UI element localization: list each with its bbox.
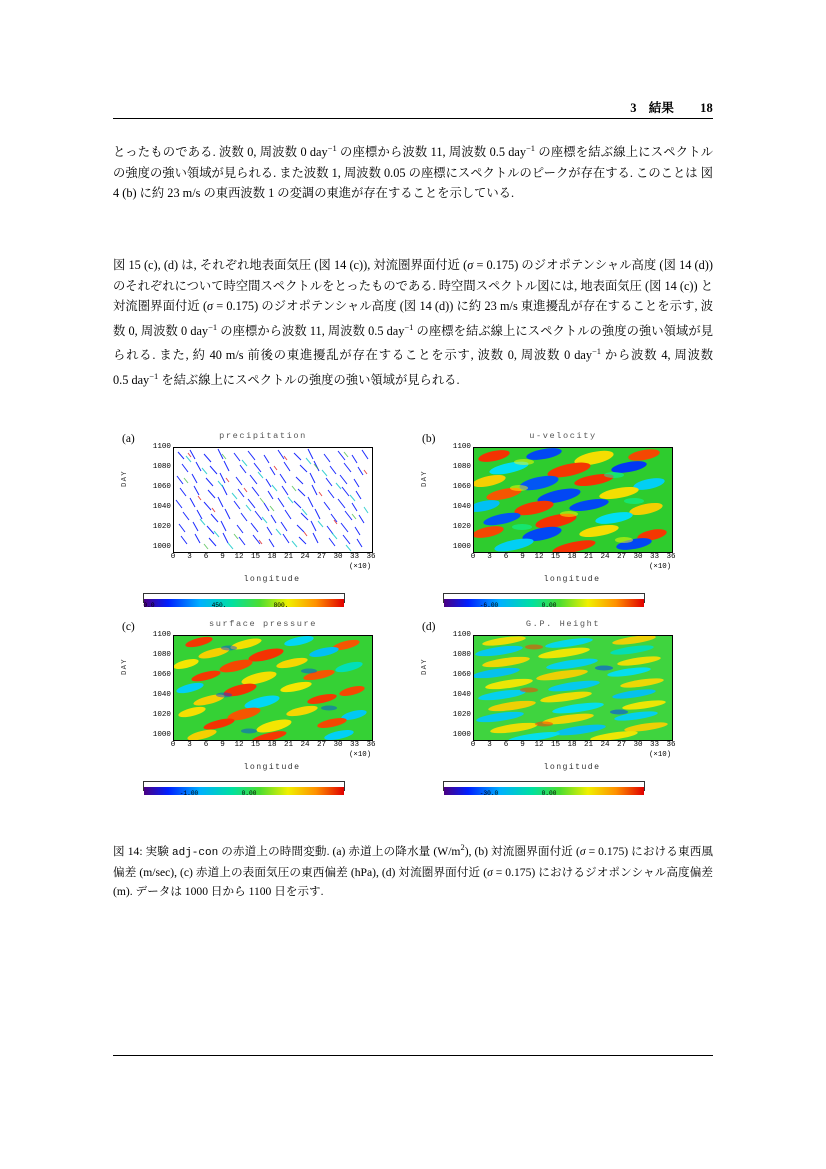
panel-d-yticks: 1100 1080 1060 1040 1020 1000	[452, 631, 471, 739]
panel-b-x-multiplier: (×10)	[649, 563, 672, 571]
panel-c-yticks: 1100 1080 1060 1040 1020 1000	[152, 631, 171, 739]
panel-a-heatmap	[174, 448, 372, 552]
panel-d-colorbar-ticks: -30.0 0.00	[479, 790, 557, 797]
header-section-title: 結果	[648, 101, 675, 115]
panel-a-label: (a)	[122, 433, 135, 445]
panel-b-colorbar-ticks: -6.00 0.00	[479, 602, 557, 609]
panel-a-precipitation	[113, 425, 413, 613]
panel-a-yticks: 1100 1080 1060 1040 1020 1000	[152, 443, 171, 551]
page-number: 18	[700, 101, 713, 115]
figure-caption-label: 図 14:	[113, 844, 143, 858]
panel-a-ylabel: DAY	[121, 470, 129, 487]
panel-c-title: surface pressure	[208, 619, 318, 629]
figure-caption: 図 14: 実験 adj-con の赤道上の時間変動. (a) 赤道上の降水量 $(W/m^2)$, (b) 対流圏界面付近 (σ = 0.175) における東西風偏差 (m/sec), (c) 赤道上の表面気圧の東西偏差 (hPa), (d) 対流圏界面付近 (σ = 0.175) におけるジオポンシャル高度偏差 (m). データは 1000 日から 1100 日を示す.	[113, 842, 713, 898]
panel-d-xticks: 0 3 6 9 12 15 18 21 24 27 30 33 36	[470, 741, 676, 749]
panel-d-x-multiplier: (×10)	[649, 751, 672, 759]
panel-b-u-velocity	[413, 425, 713, 613]
panel-b-plot-area	[473, 447, 673, 553]
panel-a-xticks: 0 3 6 9 12 15 18 21 24 27 30 33 36	[170, 553, 376, 561]
panel-a-x-multiplier: (×10)	[349, 563, 372, 571]
header-section-number: 3	[630, 101, 637, 115]
panel-b-xlabel: longitude	[543, 575, 601, 584]
panel-a-colorbar-ticks: 0.0 450. 800.	[143, 602, 289, 609]
footer-rule	[113, 1055, 713, 1056]
panel-b-yticks: 1100 1080 1060 1040 1020 1000	[452, 443, 471, 551]
figure-14	[113, 425, 713, 800]
panel-c-heatmap	[174, 636, 372, 740]
panel-d-label: (d)	[422, 621, 436, 633]
panel-d-xlabel: longitude	[543, 763, 601, 772]
panel-c-plot-area	[173, 635, 373, 741]
panel-d-ylabel: DAY	[421, 658, 429, 675]
header-rule	[113, 118, 713, 119]
panel-c-xlabel: longitude	[243, 763, 301, 772]
panel-a-title: precipitation	[219, 431, 307, 441]
panel-c-label: (c)	[122, 621, 135, 633]
panel-b-heatmap	[474, 448, 672, 552]
running-header	[113, 98, 713, 116]
panel-c-colorbar-ticks: -1.00 0.00	[179, 790, 257, 797]
panel-d-plot-area	[473, 635, 673, 741]
panel-d-heatmap	[474, 636, 672, 740]
panel-b-label: (b)	[422, 433, 436, 445]
panel-a-plot-area	[173, 447, 373, 553]
panel-c-ylabel: DAY	[121, 658, 129, 675]
panel-d-gp-height	[413, 613, 713, 801]
panel-c-xticks: 0 3 6 9 12 15 18 21 24 27 30 33 36	[170, 741, 376, 749]
paragraph-2: 図 15 (c), (d) は, それぞれ地表面気圧 (図 14 (c)), 対流圏界面付近 (σ = 0.175) のジオポテンシャル高度 (図 14 (d)) のそれぞれについて時空間スペクトルをとったものである. 時空間スペクトル図には, 地表面気圧 (図 14 (c)) と対流圏界面付近 (σ = 0.175) のジオポテンシャル高度 (図 14 (d)) に約 23 m/s 東進擾乱が存在することを示す, 波数 0, 周波数 0 day$^{-1}$ の座標から波数 11, 周波数 0.5 day$^{-1}$ の座標を結ぶ線上にスペクトルの強度の強い領域が見られる. また, 約 40 m/s 前後の東進擾乱が存在することを示す, 波数 0, 周波数 0 day$^{-1}$ から波数 4, 周波数 0.5 day$^{-1}$ を結ぶ線上にスペクトルの強度の強い領域が見られる.	[113, 258, 714, 388]
paragraph-1: とったものである. 波数 0, 周波数 0 day$^{-1}$ の座標から波数 11, 周波数 0.5 day$^{-1}$ の座標を結ぶ線上にスペクトルの強度の強い領域が見られる. また波数 1, 周波数 0.05 の座標にスペクトルのピークが存在する. このことは 図 4 (b) に約 23 m/s の東西波数 1 の変調の東進が存在することを示している.	[113, 143, 714, 201]
panel-d-title: G.P. Height	[525, 619, 601, 629]
panel-c-x-multiplier: (×10)	[349, 751, 372, 759]
panel-b-ylabel: DAY	[421, 470, 429, 487]
panel-b-title: u-velocity	[529, 431, 597, 441]
panel-b-xticks: 0 3 6 9 12 15 18 21 24 27 30 33 36	[470, 553, 676, 561]
panel-c-surface-pressure	[113, 613, 413, 801]
panel-a-xlabel: longitude	[243, 575, 301, 584]
